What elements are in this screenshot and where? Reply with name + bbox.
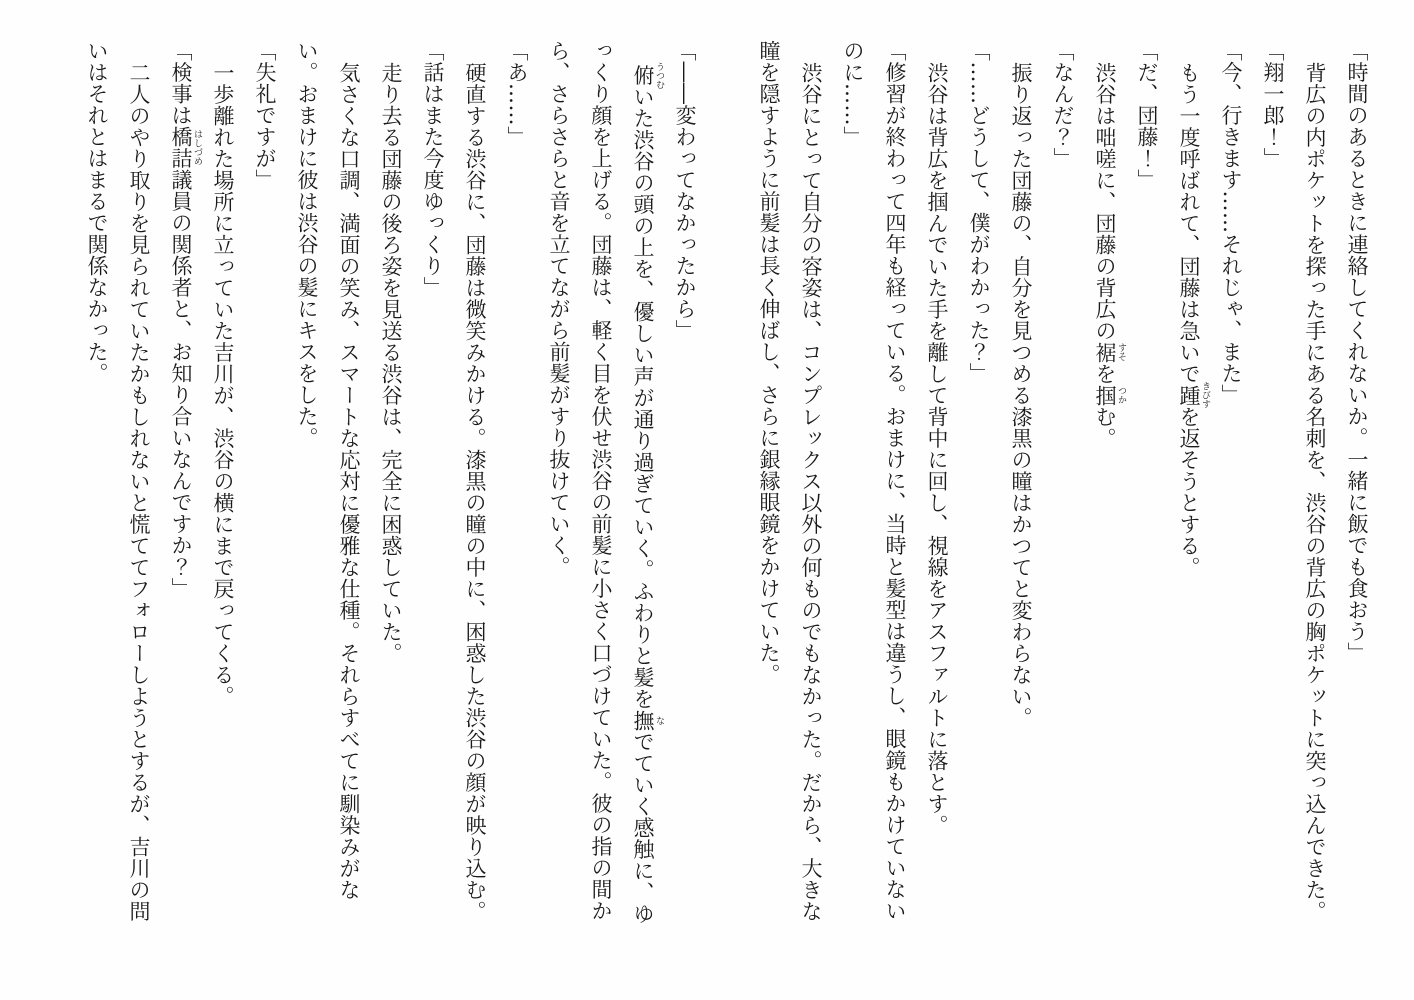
dialogue-line: 「修習が終わって四年も経っている。おまけに、当時と髪型は違うし、眼鏡もかけていないのに……」	[841, 40, 907, 922]
ruby-annotated-word: 掴 つか	[1093, 384, 1126, 406]
narrative-line: 渋谷は背広を掴んでいた手を離して背中に回し、視線をアスファルトに落とす。	[925, 62, 949, 836]
narrative-line: 一歩離れた場所に立っていた吉川が、渋谷の横にまで戻ってくる。	[211, 62, 235, 707]
dialogue-line: 「時間のあるときに連絡してくれないか。一緒に飯でも食おう」	[1345, 40, 1369, 664]
narrative-line: 渋谷は咄嗟に、団藤の背広の裾 すそを掴 つかむ。	[1093, 62, 1126, 449]
narrative-line: 俯 うつむいた渋谷の頭の上を、優しい声が通り過ぎていく。ふわりと髪を撫 なでていく感触に、ゆっくり顔を上げる。団藤は、軽く目を伏せ渋谷の前髪に小さく口づけていた。彼の指の間から、さらさらと音を立てながら前髪がすり抜けていく。	[547, 40, 664, 925]
dialogue-line: 「検事は橋詰 はしづめ議員の関係者と、お知り合いなんですか？」	[169, 40, 202, 599]
dialogue-line: 「だ、団藤！」	[1135, 40, 1159, 191]
ruby-annotated-word: 撫 な	[631, 709, 664, 732]
dialogue-line: 「――変わってなかったから」	[673, 40, 697, 341]
blank-line	[706, 40, 748, 930]
dialogue-line: 「今、行きます……それじゃ、また」	[1219, 40, 1243, 406]
ruby-annotated-word: 俯 うつむ	[631, 62, 664, 89]
ruby-annotated-word: 踵 きびす	[1177, 381, 1210, 409]
dialogue-line: 「翔一郎！」	[1261, 40, 1285, 169]
narrative-line: 振り返った団藤の、自分を見つめる漆黒の瞳はかつてと変わらない。	[1009, 62, 1033, 729]
dialogue-line: 「失礼ですが」	[253, 40, 277, 191]
narrative-line: もう一度呼ばれて、団藤は急いで踵 きびすを返そうとする。	[1177, 62, 1210, 578]
dialogue-line: 「あ……」	[505, 40, 529, 148]
ruby-annotated-word: 橋詰 はしづめ	[169, 126, 202, 169]
dialogue-line: 「なんだ？」	[1051, 40, 1075, 169]
narrative-line: 渋谷にとって自分の容姿は、コンプレックス以外の何ものでもなかった。だから、大きな瞳を隠すように前髪は長く伸ばし、さらに銀縁眼鏡をかけていた。	[757, 40, 823, 922]
narrative-line: 背広の内ポケットを探った手にある名刺を、渋谷の背広の胸ポケットに突っ込んできた。	[1303, 62, 1327, 922]
text-body	[76, 40, 1378, 930]
dialogue-line: 「話はまた今度ゆっくり」	[421, 40, 445, 298]
dialogue-line: 「……どうして、僕がわかった？」	[967, 40, 991, 384]
narrative-line: 気さくな口調、満面の笑み、スマートな応対に優雅な仕種。それらすべてに馴染みがない。おまけに彼は渋谷の髪にキスをした。	[295, 40, 361, 901]
narrative-line: 硬直する渋谷に、団藤は微笑みかける。漆黒の瞳の中に、困惑した渋谷の顔が映り込む。	[463, 62, 487, 922]
narrative-line: 走り去る団藤の後ろ姿を見送る渋谷は、完全に困惑していた。	[379, 62, 403, 664]
ruby-annotated-word: 裾 すそ	[1093, 341, 1126, 363]
narrative-line: 二人のやり取りを見られていたかもしれないと慌ててフォローしようとするが、吉川の問いはそれとはまるで関係なかった。	[85, 40, 151, 922]
